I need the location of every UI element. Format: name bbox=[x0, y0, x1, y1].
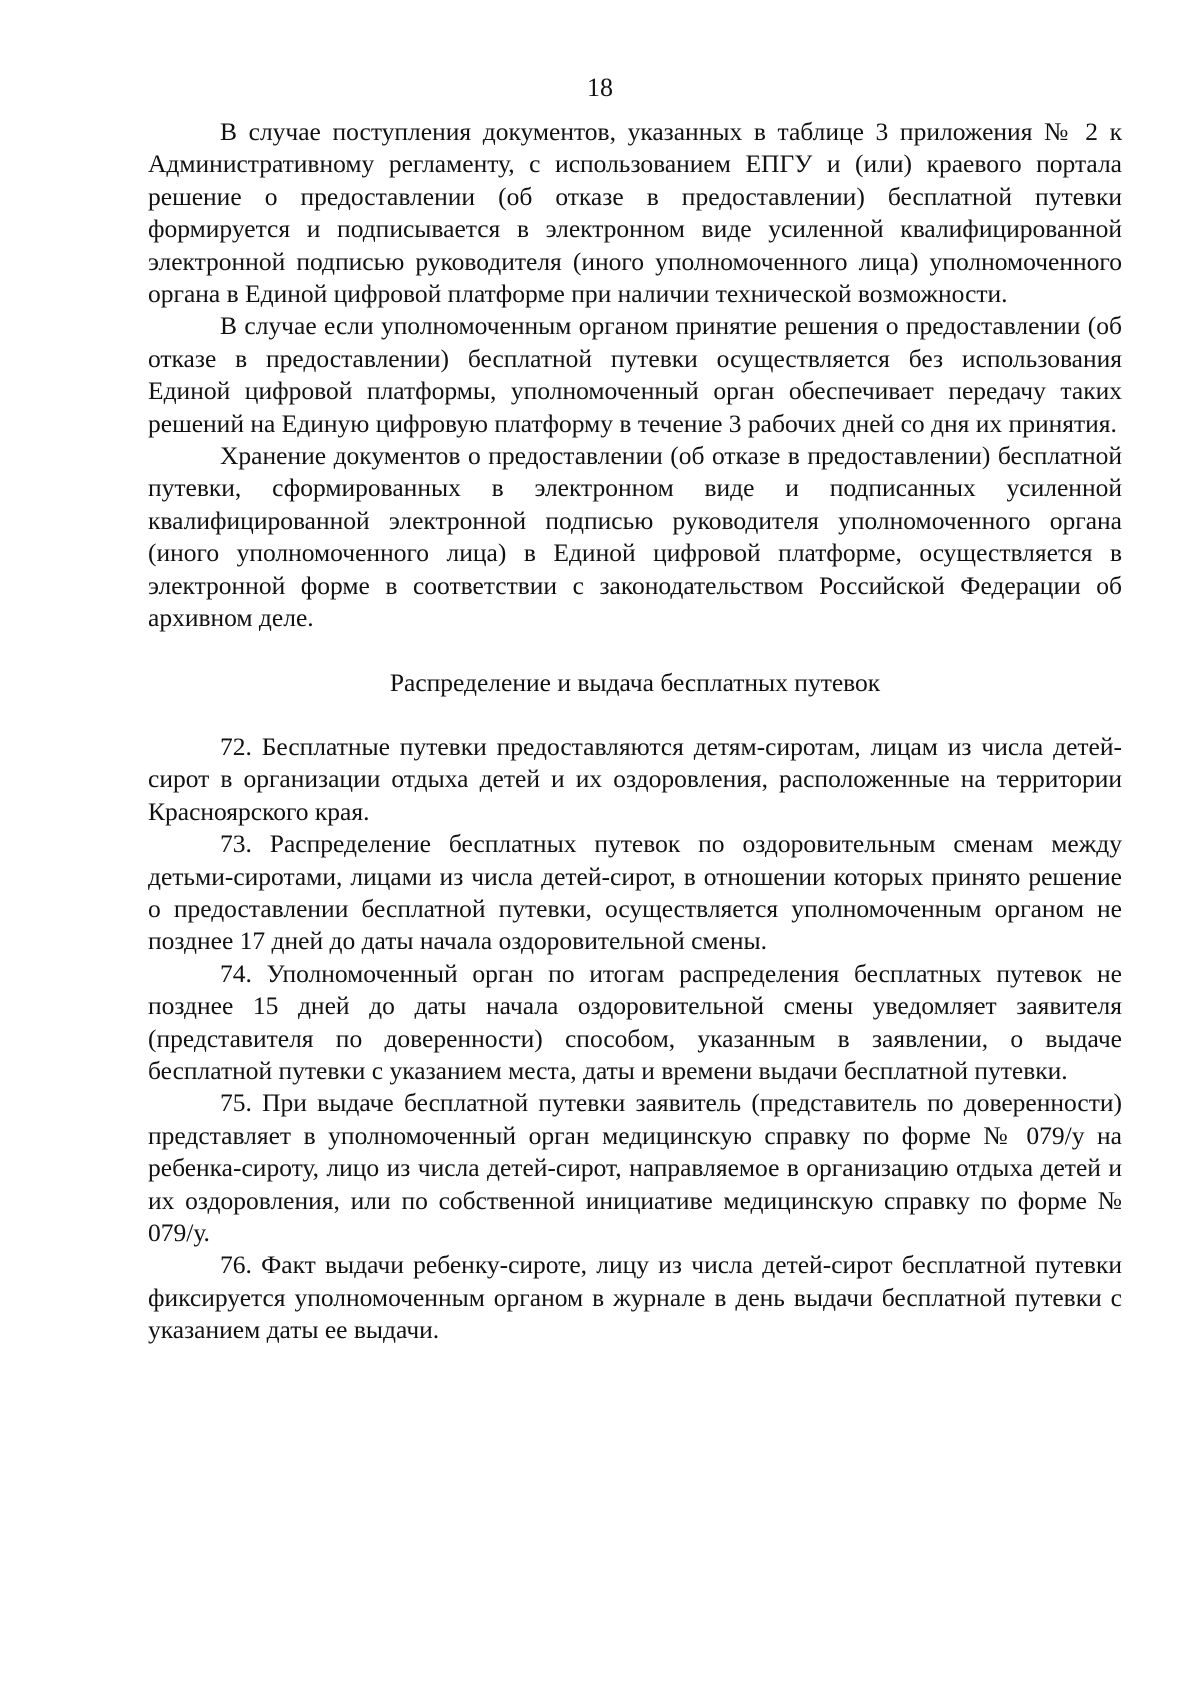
paragraph-73: 73. Распределение бесплатных путевок по оздоровительным сменам между детьми-сиротами, лицами из числа детей-сирот, в отношении которых принято решение о предоставлении бесплатной путевки, осуществляется уполномоченным органом не позднее 17 дней до даты начала оздоровительной смены. bbox=[148, 829, 1122, 956]
paragraph-decision-transfer: В случае если уполномоченным органом принятие решения о предоставлении (об отказе в предоставлении) бесплатной путевки осуществляется без использования Единой цифровой платформы, уполномоченный орган обеспечивает передачу таких решений на Единую цифровую платформу в течение 3 рабочих дней со дня их принятия. bbox=[148, 311, 1122, 438]
paragraph-75: 75. При выдаче бесплатной путевки заявитель (представитель по доверенности) представляет в уполномоченный орган медицинскую справку по форме № 079/у на ребенка-сироту, лицо из числа детей-сирот, направляемое в организацию отдыха детей и их оздоровления, или по собственной инициативе медицинскую справку по форме № 079/у. bbox=[148, 1088, 1122, 1247]
paragraph-72: 72. Бесплатные путевки предоставляются детям-сиротам, лицам из числа детей-сирот в организации отдыха детей и их оздоровления, расположенные на территории Красноярского края. bbox=[148, 731, 1122, 826]
section-heading: Распределение и выдача бесплатных путевок bbox=[389, 667, 881, 697]
paragraph-76: 76. Факт выдачи ребенку-сироте, лицу из числа детей-сирот бесплатной путевки фиксируется уполномоченным органом в журнале в день выдачи бесплатной путевки с указанием даты ее выдачи. bbox=[148, 1250, 1122, 1345]
paragraph-document-storage: Хранение документов о предоставлении (об отказе в предоставлении) бесплатной путевки, сформированных в электронном виде и подписанных усиленной квалифицированной электронной подписью руководителя уполномоченного органа (иного уполномоченного лица) в Единой цифровой платформе, осуществляется в электронной форме в соответствии с законодательством Российской Федерации об архивном деле. bbox=[148, 441, 1122, 633]
paragraph-74: 74. Уполномоченный орган по итогам распределения бесплатных путевок не позднее 15 дней до даты начала оздоровительной смены уведомляет заявителя (представителя по доверенности) способом, указанным в заявлении, о выдаче бесплатной путевки с указанием места, даты и времени выдачи бесплатной путевки. bbox=[148, 958, 1122, 1085]
document-body bbox=[148, 116, 1122, 1347]
paragraph-epgu-signing: В случае поступления документов, указанных в таблице 3 приложения № 2 к Административному регламенту, с использованием ЕПГУ и (или) краевого портала решение о предоставлении (об отказе в предоставлении) бесплатной путевки формируется и подписывается в электронном виде усиленной квалифицированной электронной подписью руководителя (иного уполномоченного лица) уполномоченного органа в Единой цифровой платформе при наличии технической возможности. bbox=[148, 117, 1122, 309]
page-number: 18 bbox=[587, 73, 613, 102]
